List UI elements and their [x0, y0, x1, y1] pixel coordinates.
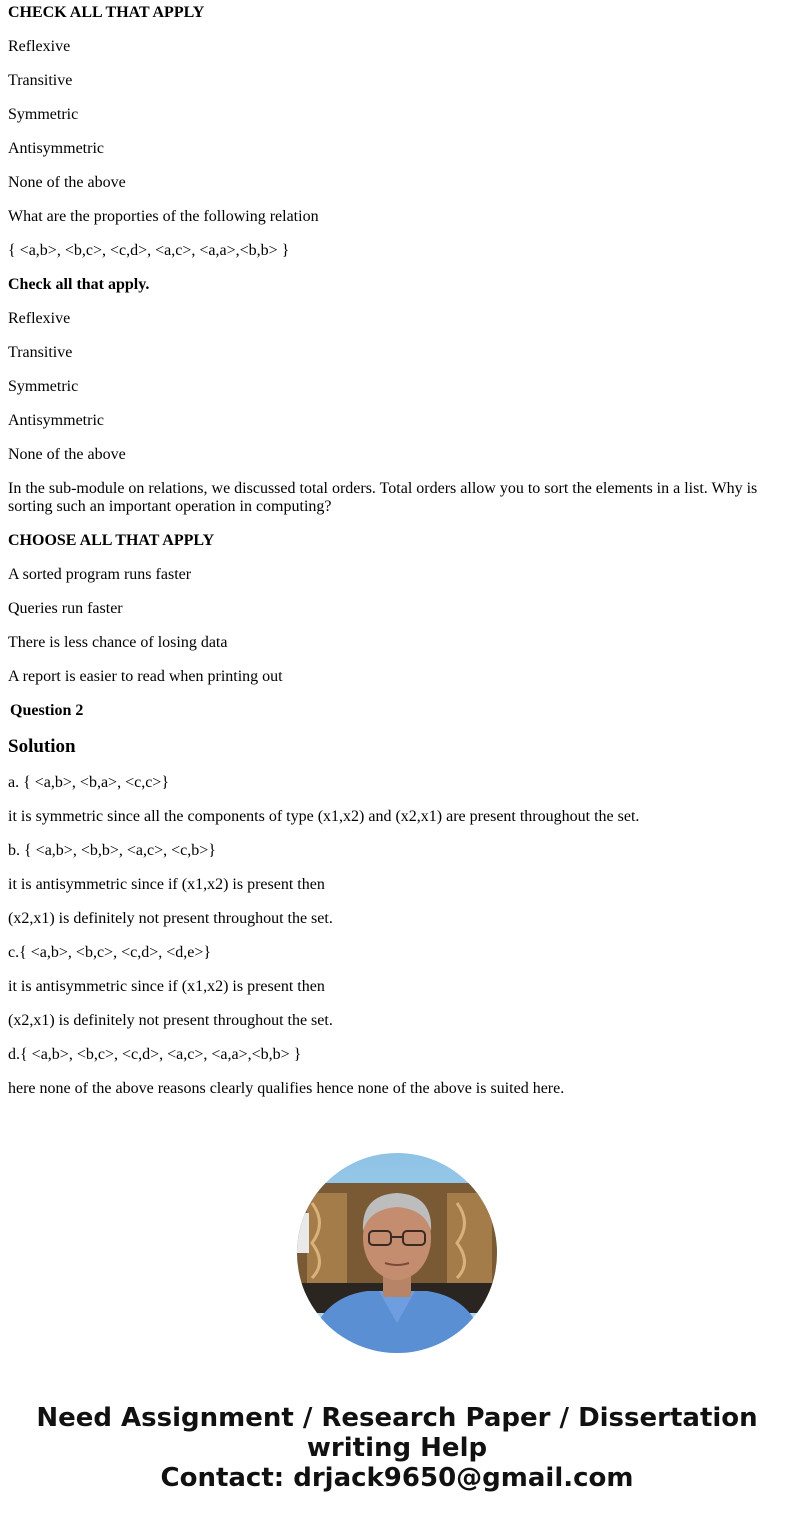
solution-heading: Solution	[8, 736, 76, 757]
q1d-option-antisymmetric: Antisymmetric	[8, 412, 104, 429]
q1d-instruction: Check all that apply.	[8, 276, 150, 293]
q1-option-reflexive: Reflexive	[8, 38, 71, 55]
q1-option-transitive: Transitive	[8, 72, 73, 89]
solution-line: (x2,x1) is definitely not present throughout the set.	[8, 910, 333, 927]
q1-instruction: CHECK ALL THAT APPLY	[8, 4, 205, 21]
solution-line: it is antisymmetric since if (x1,x2) is present then	[8, 876, 325, 893]
q1d-option-reflexive: Reflexive	[8, 310, 71, 327]
q1-option-none: None of the above	[8, 174, 126, 191]
solution-line: b. { <a,b>, <b,b>, <a,c>, <c,b>}	[8, 842, 216, 859]
solution-line: c.{ <a,b>, <b,c>, <c,d>, <d,e>}	[8, 944, 212, 961]
solution-line: it is antisymmetric since if (x1,x2) is present then	[8, 978, 325, 995]
q1d-option-none: None of the above	[8, 446, 126, 463]
q1d-option-transitive: Transitive	[8, 344, 73, 361]
document-body	[8, 0, 778, 1114]
question-2-label: Question 2	[10, 702, 84, 719]
solution-line: a. { <a,b>, <b,a>, <c,c>}	[8, 774, 170, 791]
footer-contact-email: Contact: drjack9650@gmail.com	[160, 1463, 634, 1493]
footer-line-2: writing Help	[306, 1433, 488, 1463]
author-avatar	[297, 1153, 497, 1353]
sorting-option-faster-program: A sorted program runs faster	[8, 566, 192, 583]
q1-option-antisymmetric: Antisymmetric	[8, 140, 104, 157]
q1d-relation: { <a,b>, <b,c>, <c,d>, <a,c>, <a,a>,<b,b> }	[8, 242, 290, 259]
footer-line-1: Need Assignment / Research Paper / Dissertation	[36, 1403, 758, 1433]
solution-line: here none of the above reasons clearly qualifies hence none of the above is suited here.	[8, 1080, 565, 1097]
sorting-option-losing-data: There is less chance of losing data	[8, 634, 228, 651]
contact-footer	[0, 1403, 794, 1493]
avatar-photo-illustration	[297, 1153, 497, 1353]
sorting-prompt: In the sub-module on relations, we discussed total orders. Total orders allow you to sort the elements in a list. Why is sorting such an important operation in computing?	[8, 480, 758, 515]
solution-line: (x2,x1) is definitely not present throughout the set.	[8, 1012, 333, 1029]
q1d-option-symmetric: Symmetric	[8, 378, 79, 395]
sorting-option-report: A report is easier to read when printing out	[8, 668, 283, 685]
solution-line: it is symmetric since all the components of type (x1,x2) and (x2,x1) are present throughout the set.	[8, 808, 640, 825]
sorting-option-queries: Queries run faster	[8, 600, 123, 617]
sorting-instruction: CHOOSE ALL THAT APPLY	[8, 532, 215, 549]
q1d-prompt: What are the proporties of the following relation	[8, 208, 319, 225]
solution-line: d.{ <a,b>, <b,c>, <c,d>, <a,c>, <a,a>,<b,b> }	[8, 1046, 302, 1063]
q1-option-symmetric: Symmetric	[8, 106, 79, 123]
